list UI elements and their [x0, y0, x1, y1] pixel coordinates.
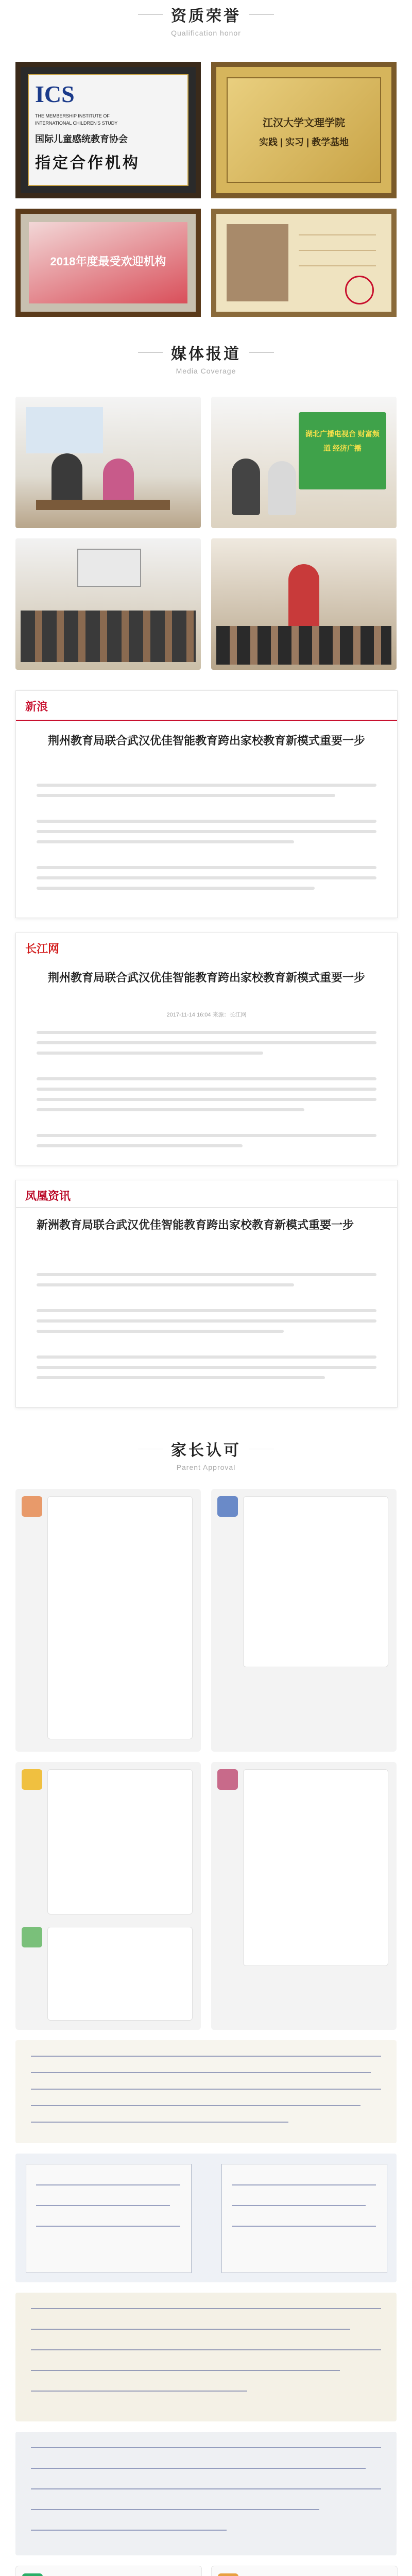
text-line: [37, 1088, 376, 1091]
wechat-moment-1: [15, 2566, 202, 2576]
text-line: [37, 794, 335, 797]
text-line: [48, 1540, 192, 1543]
wechat-avatar-icon: [22, 1769, 42, 1790]
handwriting-line: [31, 2349, 381, 2350]
handwriting-line: [31, 2329, 350, 2330]
handwriting-line: [31, 2089, 381, 2090]
media-photo-studio-1: [15, 397, 201, 528]
text-line: [16, 2574, 201, 2576]
text-line: [37, 876, 376, 879]
certificate-line: [299, 250, 376, 251]
text-line: [37, 1041, 376, 1044]
handwritten-letter-3: [15, 2293, 397, 2421]
text-line: [37, 1052, 263, 1055]
text-line: [37, 866, 376, 869]
award-text: 2018年度最受欢迎机构: [50, 255, 166, 268]
handwriting-line: [36, 2226, 180, 2227]
handwriting-line: [31, 2488, 381, 2489]
classroom-screen: [77, 549, 141, 587]
handwriting-line: [31, 2308, 381, 2309]
chat-screenshot-1: [15, 1489, 201, 1752]
studio-person: [232, 459, 260, 515]
wechat-avatar-icon: [22, 2573, 43, 2576]
handwritten-letter-1: [15, 2040, 397, 2143]
chat-bubble: [47, 1496, 193, 1739]
wechat-avatar-icon: [22, 1496, 42, 1517]
text-line: [244, 1806, 388, 1808]
text-line: [37, 1134, 376, 1137]
handwriting-line: [31, 2105, 360, 2106]
handwriting-line: [31, 2468, 366, 2469]
text-line: [37, 830, 376, 833]
text-line: [37, 820, 376, 823]
handwriting-line: [31, 2370, 340, 2371]
text-line: [37, 1330, 284, 1333]
ics-line-2: INTERNATIONAL CHILDREN'S STUDY: [35, 121, 118, 126]
section-header-parents: [0, 1437, 412, 1471]
jianghan-line-2: 实践 | 实习 | 教学基地: [259, 137, 349, 147]
handwriting-line: [31, 2530, 227, 2531]
ics-logo: ICS: [35, 81, 75, 107]
text-line: [37, 1309, 376, 1312]
certificate-photo: [227, 224, 288, 301]
studio-person: [268, 461, 296, 515]
wechat-avatar-icon: [218, 2573, 238, 2576]
text-line: [37, 784, 376, 787]
wechat-avatar-icon: [217, 1769, 238, 1790]
handwriting-line: [31, 2122, 288, 2123]
ics-plaque: [15, 62, 201, 198]
news-meta: 2017-11-14 16:04 来源：长江网: [166, 1012, 247, 1018]
text-line: [37, 1098, 376, 1101]
award-plaque-wide: [15, 209, 201, 317]
title-bar: [138, 3, 274, 26]
ics-plaque-inner: [28, 74, 188, 186]
text-line: [37, 1283, 294, 1286]
jianghan-inner: [227, 77, 381, 183]
news-article-3: [15, 1180, 398, 1408]
chat-bubble: [243, 1496, 388, 1667]
text-line: [37, 1319, 376, 1323]
news-header-rule: [16, 1207, 397, 1208]
section-subtitle: Media Coverage: [176, 367, 236, 375]
section-title: 资质荣誉: [171, 8, 241, 25]
news-article-2: [15, 933, 398, 1165]
studio-table: [36, 500, 170, 510]
news-header-rule: [16, 720, 397, 721]
news-logo: 长江网: [25, 942, 60, 955]
media-photo-studio-2: [211, 397, 397, 528]
handwriting-line: [31, 2447, 381, 2448]
certificate-line: [299, 234, 376, 235]
text-line: [48, 1940, 192, 1943]
handwriting-line: [232, 2184, 376, 2185]
news-logo: 凤凰资讯: [25, 1190, 71, 1202]
text-line: [37, 1376, 325, 1379]
handwriting-line: [36, 2184, 180, 2185]
handwriting-line: [31, 2072, 371, 2073]
award-inner: [29, 222, 187, 303]
tv-sign-board: [299, 412, 386, 489]
media-photo-classroom-2: [211, 538, 397, 670]
jianghan-plaque: [211, 62, 397, 198]
section-subtitle: Parent Approval: [176, 1463, 236, 1471]
wechat-moment-2: [211, 2566, 398, 2576]
section-header-qualification: [0, 3, 412, 37]
news-logo: 新浪: [25, 700, 48, 713]
certificate-seal: [345, 276, 374, 304]
text-line: [244, 1530, 388, 1533]
text-line: [37, 840, 294, 843]
jianghan-line-1: 江汉大学文理学院: [263, 117, 345, 129]
chat-bubble: [47, 1769, 193, 1914]
form-cell: [26, 2164, 192, 2273]
handwriting-line: [31, 2391, 247, 2392]
title-bar: [138, 1437, 274, 1460]
wechat-avatar-icon: [217, 1496, 238, 1517]
tv-sign-text: 湖北广播电视台 财富频道 经济广播: [305, 430, 380, 452]
classroom-audience: [216, 626, 391, 665]
title-bar: [138, 341, 274, 364]
certificate-line: [299, 265, 376, 266]
chat-screenshot-4: [211, 1762, 397, 2030]
text-line: [48, 1795, 192, 1798]
handwriting-line: [232, 2205, 366, 2206]
handwriting-line: [36, 2205, 170, 2206]
chat-screenshot-3: [15, 1762, 201, 2030]
text-line: [37, 1366, 376, 1369]
media-photo-classroom-1: [15, 538, 201, 670]
text-line: [37, 1077, 376, 1080]
classroom-audience: [21, 611, 196, 662]
handwriting-line: [232, 2226, 376, 2227]
text-line: [212, 2574, 397, 2576]
ics-org-cn: 国际儿童感统教育协会: [35, 134, 128, 144]
text-line: [37, 1144, 243, 1147]
text-line: [37, 1031, 376, 1034]
section-header-media: [0, 341, 412, 375]
section-title: 媒体报道: [171, 346, 241, 363]
text-line: [37, 1355, 376, 1359]
chat-bubble: [243, 1769, 388, 1966]
form-cell: [221, 2164, 387, 2273]
handwritten-letter-2: [15, 2154, 397, 2282]
studio-window: [26, 407, 103, 453]
chat-bubble: [47, 1927, 193, 2021]
news-title: 荆州教育局联合武汉优佳智能教育跨出家校教育新模式重要一步: [47, 971, 365, 984]
wechat-avatar-icon: [22, 1927, 42, 1947]
section-subtitle: Qualification honor: [171, 29, 241, 37]
chat-screenshot-2: [211, 1489, 397, 1752]
handwritten-letter-4: [15, 2432, 397, 2555]
news-title: 荆州教育局联合武汉优佳智能教育跨出家校教育新模式重要一步: [47, 734, 365, 747]
text-line: [37, 1273, 376, 1276]
handwriting-line: [31, 2509, 319, 2510]
text-line: [37, 887, 315, 890]
section-title: 家长认可: [171, 1442, 241, 1459]
ics-title-cn: 指定合作机构: [35, 155, 140, 172]
text-line: [37, 1108, 304, 1111]
news-title: 新洲教育局联合武汉优佳智能教育跨出家校教育新模式重要一步: [37, 1218, 354, 1231]
news-article-1: [15, 690, 398, 918]
certificate-frame: [211, 209, 397, 317]
ics-line-1: THE MEMBERSHIP INSTITUTE OF: [35, 113, 110, 118]
handwriting-line: [31, 2056, 381, 2057]
